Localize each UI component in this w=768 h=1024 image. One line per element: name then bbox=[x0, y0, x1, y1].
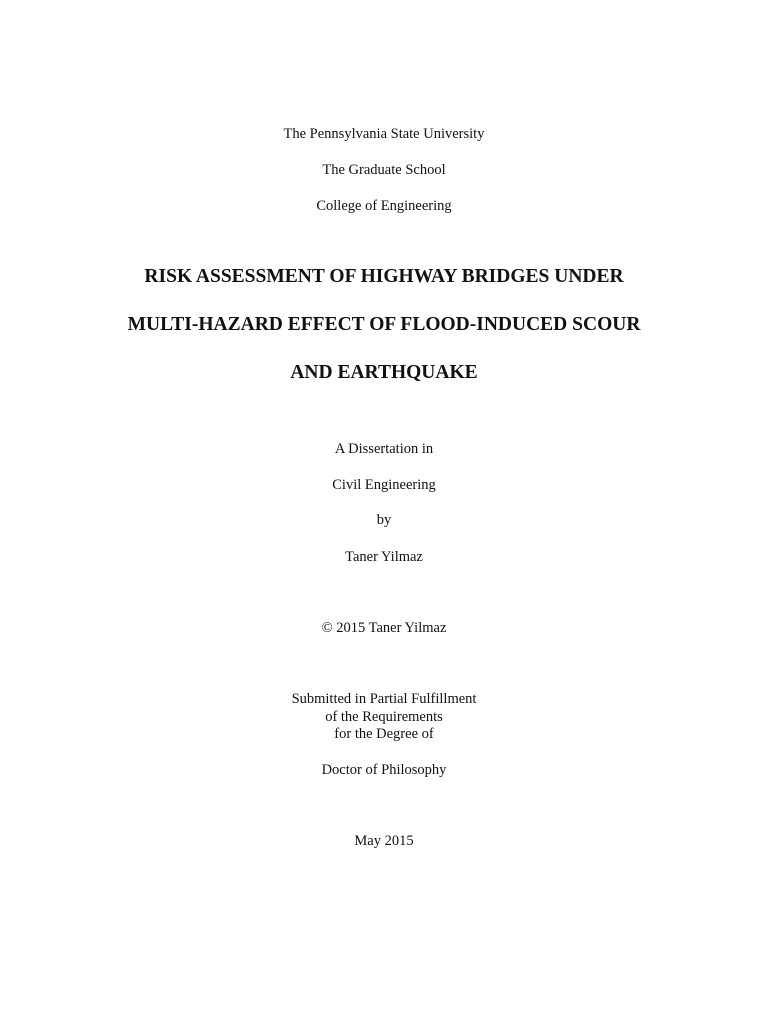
field-of-study: Civil Engineering bbox=[332, 477, 436, 493]
college-name: College of Engineering bbox=[316, 198, 452, 214]
graduate-school: The Graduate School bbox=[322, 162, 446, 178]
by-label: by bbox=[376, 512, 392, 528]
dissertation-title-line-3: AND EARTHQUAKE bbox=[290, 362, 478, 383]
author-name: Taner Yilmaz bbox=[345, 549, 423, 565]
copyright-notice: © 2015 Taner Yilmaz bbox=[321, 620, 447, 636]
dissertation-title-line-1: RISK ASSESSMENT OF HIGHWAY BRIDGES UNDER bbox=[144, 266, 624, 287]
submission-line-3: for the Degree of bbox=[334, 726, 434, 742]
submission-line-1: Submitted in Partial Fulfillment bbox=[291, 691, 477, 707]
submission-date: May 2015 bbox=[354, 833, 414, 849]
submission-line-2: of the Requirements bbox=[325, 709, 443, 725]
degree-name: Doctor of Philosophy bbox=[321, 762, 447, 778]
dissertation-title-line-2: MULTI-HAZARD EFFECT OF FLOOD-INDUCED SCOUR bbox=[127, 314, 641, 335]
university-name: The Pennsylvania State University bbox=[283, 126, 485, 142]
document-type: A Dissertation in bbox=[334, 441, 434, 457]
